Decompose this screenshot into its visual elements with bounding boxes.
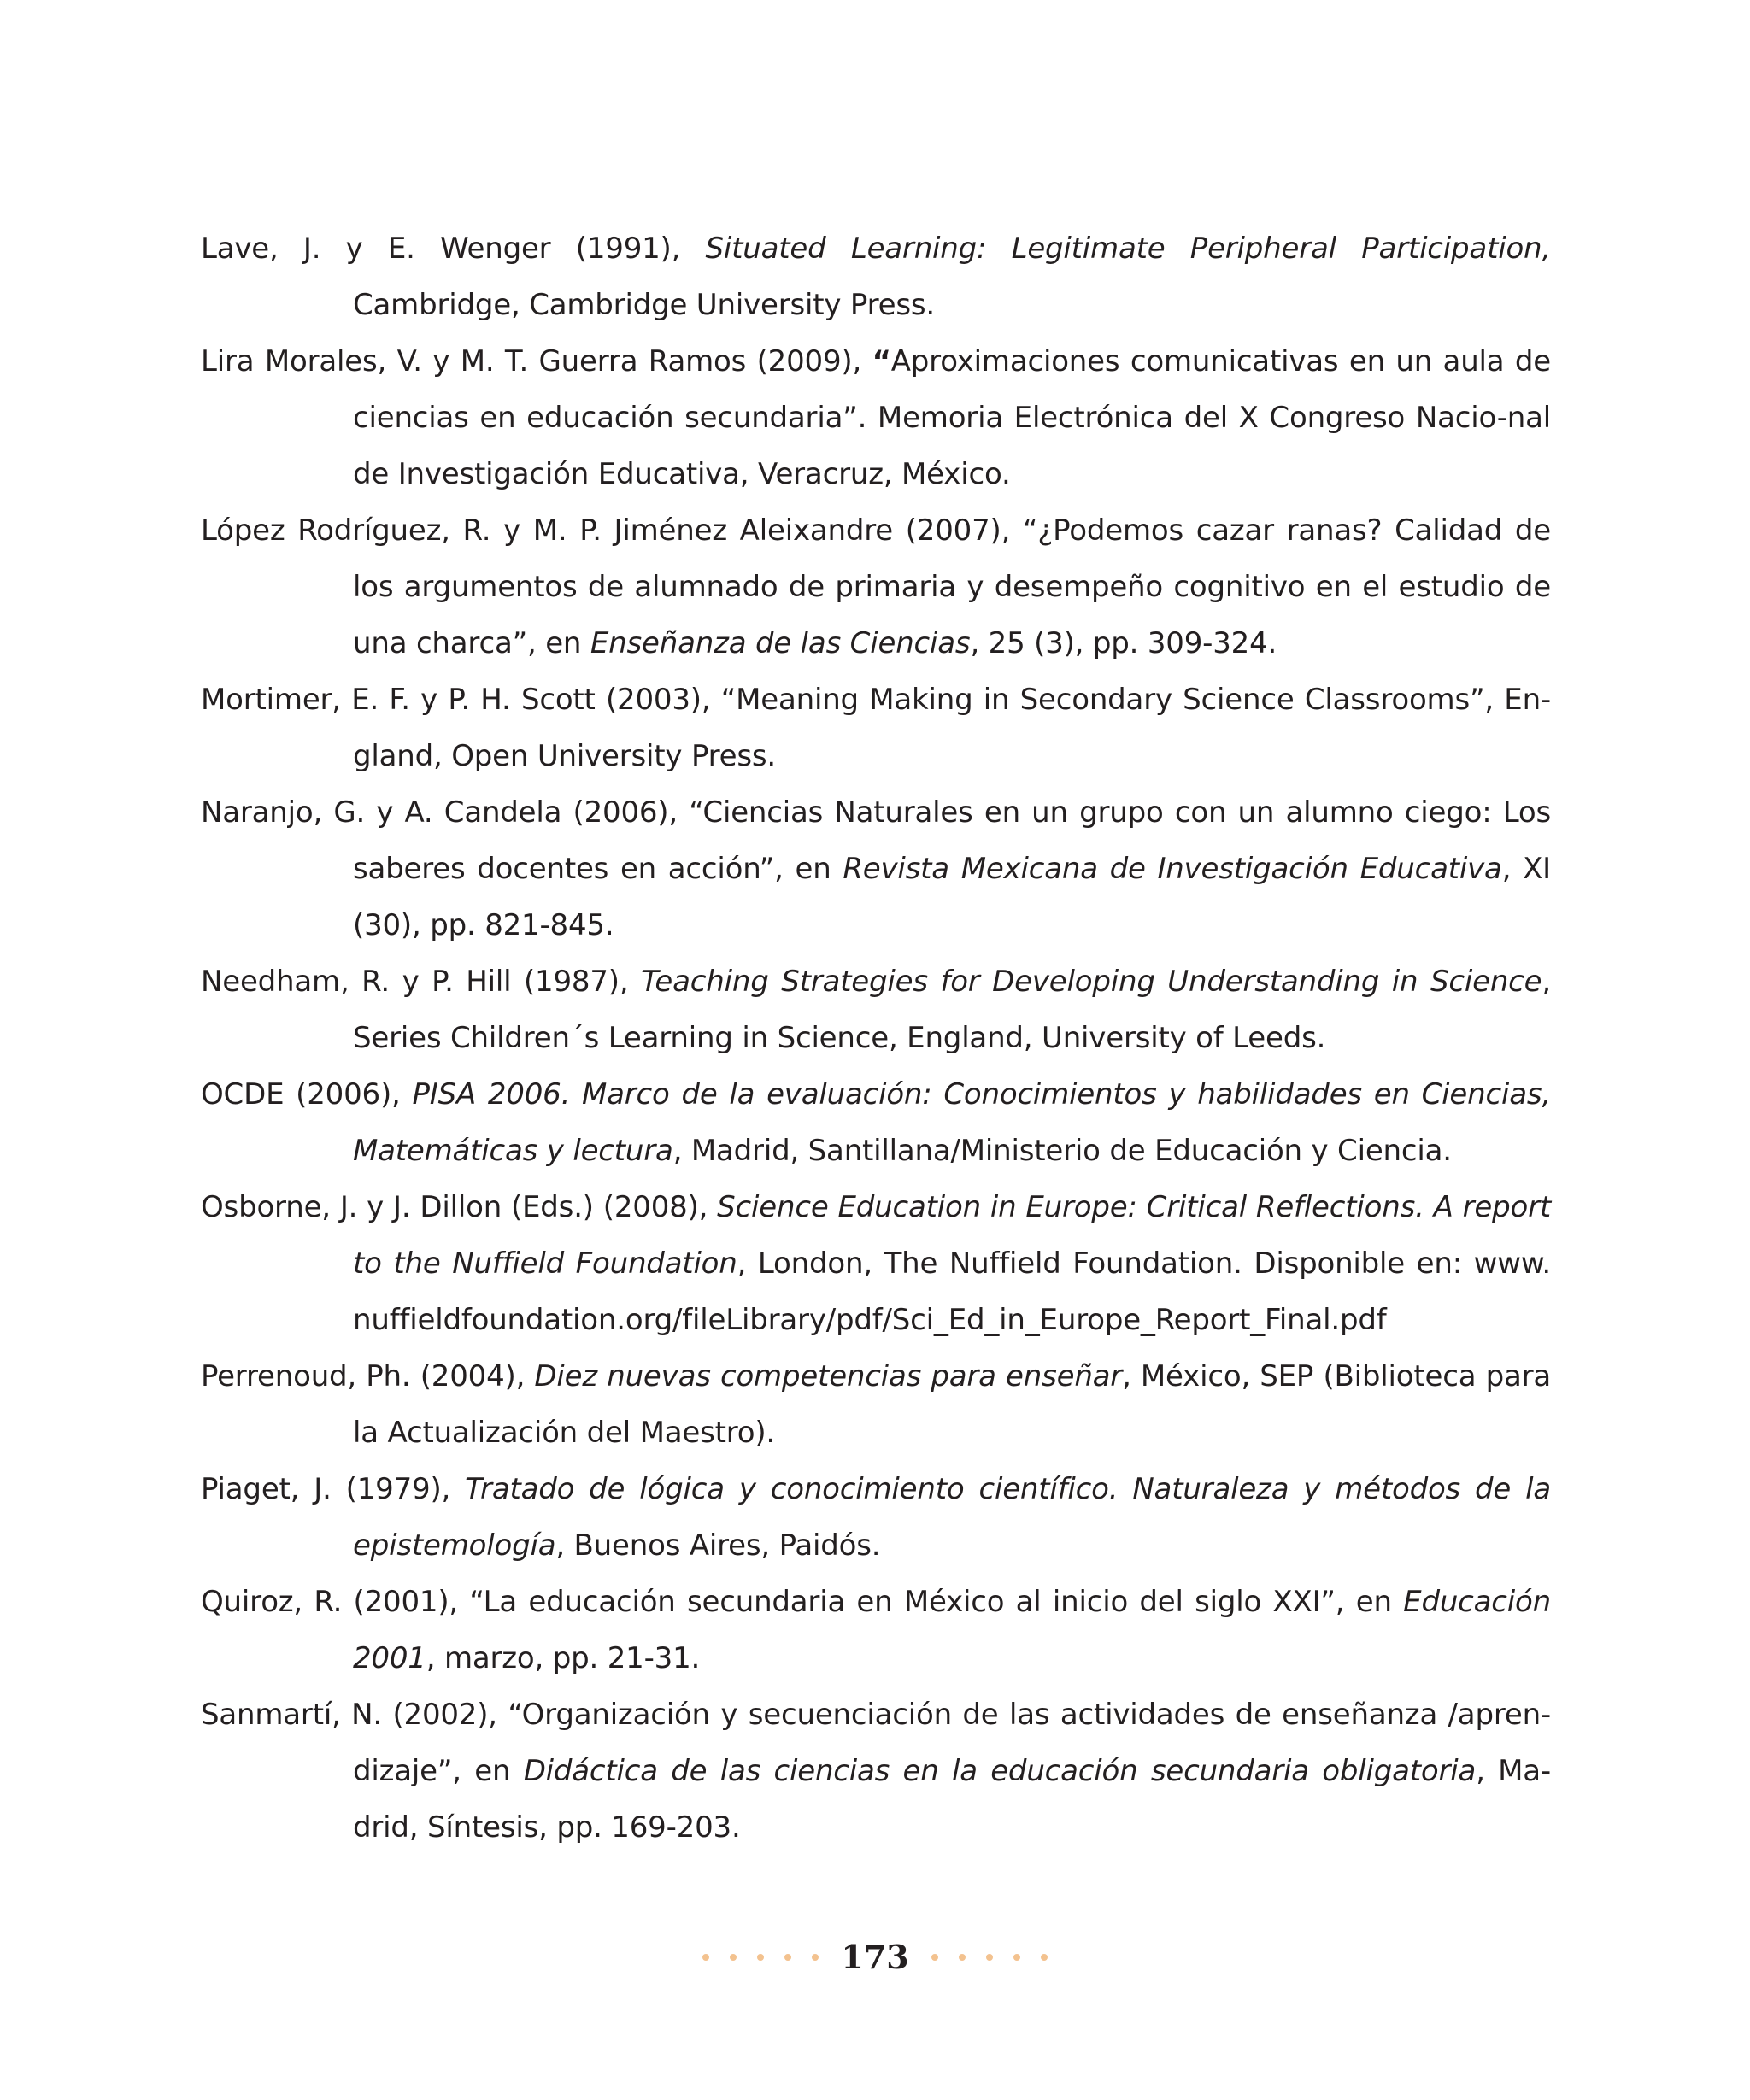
reference-title: Science Education in Europe: Critical Reflections. A report to the Nuffield Foundation xyxy=(353,1190,1560,1281)
footer-dots-left xyxy=(702,1954,819,1961)
dot-ornament xyxy=(1013,1954,1020,1961)
reference-text: , México, SEP (Biblioteca para la Actualización del Maestro). xyxy=(353,1359,1560,1450)
reference-entry xyxy=(201,1066,1560,1179)
reference-entry xyxy=(201,1461,1560,1574)
reference-entry xyxy=(201,502,1560,672)
reference-entry xyxy=(201,1179,1560,1348)
reference-text: OCDE (2006), xyxy=(201,1077,413,1112)
footer-dots-right xyxy=(931,1954,1048,1961)
reference-title: Educación 2001 xyxy=(353,1585,1560,1675)
reference-text: Sanmartí, N. (2002), “Organización y secuenciación de las actividades de enseñanza /apren-dizaje”, en xyxy=(201,1698,1551,1788)
dot-ornament xyxy=(812,1954,819,1961)
reference-title: Revista Mexicana de Investigación Educativa xyxy=(843,852,1502,886)
reference-title: Diez nuevas competencias para enseñar xyxy=(534,1359,1123,1393)
reference-text: Mortimer, E. F. y P. H. Scott (2003), “Meaning Making in Secondary Science Classrooms”, En-gland, Open University Press. xyxy=(201,683,1551,773)
reference-entry xyxy=(201,1686,1551,1856)
dot-ornament xyxy=(1041,1954,1048,1961)
reference-text: Cambridge, Cambridge University Press. xyxy=(353,232,1560,322)
reference-text: Piaget, J. (1979), xyxy=(201,1472,466,1506)
reference-text: López Rodríguez, R. y M. P. Jiménez Aleixandre (2007), “¿Podemos cazar ranas? Calidad de los argumentos de alumnado de primaria y desempeño cognitivo en el estudio de una charca”, en xyxy=(201,513,1560,660)
reference-text: , Madrid, Santillana/Ministerio de Educación y Ciencia. xyxy=(672,1134,1452,1168)
reference-entry xyxy=(201,333,1560,502)
reference-title: Tratado de lógica y conocimiento científico. Naturaleza y métodos de la epistemología xyxy=(353,1472,1560,1563)
page-number: 173 xyxy=(841,1938,909,1976)
page-footer xyxy=(0,1938,1750,1976)
reference-title: Enseñanza de las Ciencias xyxy=(590,626,971,660)
reference-text: Osborne, J. y J. Dillon (Eds.) (2008), xyxy=(201,1190,718,1224)
dot-ornament xyxy=(959,1954,966,1961)
reference-text: , marzo, pp. 21-31. xyxy=(426,1641,701,1675)
reference-title: Didáctica de las ciencias en la educación secundaria obligatoria xyxy=(523,1754,1477,1788)
reference-title: Situated Learning: Legitimate Peripheral Participation, xyxy=(705,232,1552,266)
reference-entry xyxy=(201,1574,1560,1686)
reference-title: PISA 2006. Marco de la evaluación: Conocimientos y habilidades en Ciencias, Matemáticas y lectura xyxy=(353,1077,1560,1168)
dot-ornament xyxy=(986,1954,993,1961)
dot-ornament xyxy=(730,1954,737,1961)
reference-entry xyxy=(201,1348,1560,1461)
reference-entry xyxy=(201,953,1560,1066)
dot-ornament xyxy=(784,1954,791,1961)
reference-text: Aproximaciones comunicativas en un aula de ciencias en educación secundaria”. Memoria Electrónica del X Congreso Nacio-nal de Investigación Educativa, Veracruz, México. xyxy=(353,344,1560,491)
reference-text: Perrenoud, Ph. (2004), xyxy=(201,1359,535,1393)
reference-text: Naranjo, G. y A. Candela (2006), “Ciencias Naturales en un grupo con un alumno ciego: Los saberes docentes en acción”, en xyxy=(201,795,1560,886)
dot-ornament xyxy=(931,1954,938,1961)
reference-text: , Buenos Aires, Paidós. xyxy=(555,1528,881,1563)
reference-entry xyxy=(201,784,1560,953)
dot-ornament xyxy=(702,1954,709,1961)
reference-text: , Series Children´s Learning in Science, England, University of Leeds. xyxy=(353,965,1560,1055)
reference-text: , 25 (3), pp. 309-324. xyxy=(970,626,1277,660)
reference-text: Lave, J. y E. Wenger (1991), xyxy=(201,232,706,266)
reference-text: Lira Morales, V. y M. T. Guerra Ramos (2009), xyxy=(201,344,872,378)
dot-ornament xyxy=(757,1954,764,1961)
reference-text: “ xyxy=(872,344,891,378)
reference-text: , Ma-drid, Síntesis, pp. 169-203. xyxy=(353,1754,1551,1845)
reference-entry xyxy=(201,672,1551,784)
reference-text: , XI (30), pp. 821-845. xyxy=(353,852,1560,942)
reference-text: Needham, R. y P. Hill (1987), xyxy=(201,965,642,999)
reference-text: , London, The Nuffield Foundation. Disponible en: www. nuffieldfoundation.org/fileLibrary/pdf/Sci_Ed_in_Europe_Report_Final.pdf xyxy=(353,1247,1560,1337)
reference-title: Teaching Strategies for Developing Understanding in Science xyxy=(641,965,1542,999)
reference-text: Quiroz, R. (2001), “La educación secundaria en México al inicio del siglo XXI”, en xyxy=(201,1585,1404,1619)
reference-list xyxy=(201,220,1560,1856)
reference-entry xyxy=(201,220,1560,333)
